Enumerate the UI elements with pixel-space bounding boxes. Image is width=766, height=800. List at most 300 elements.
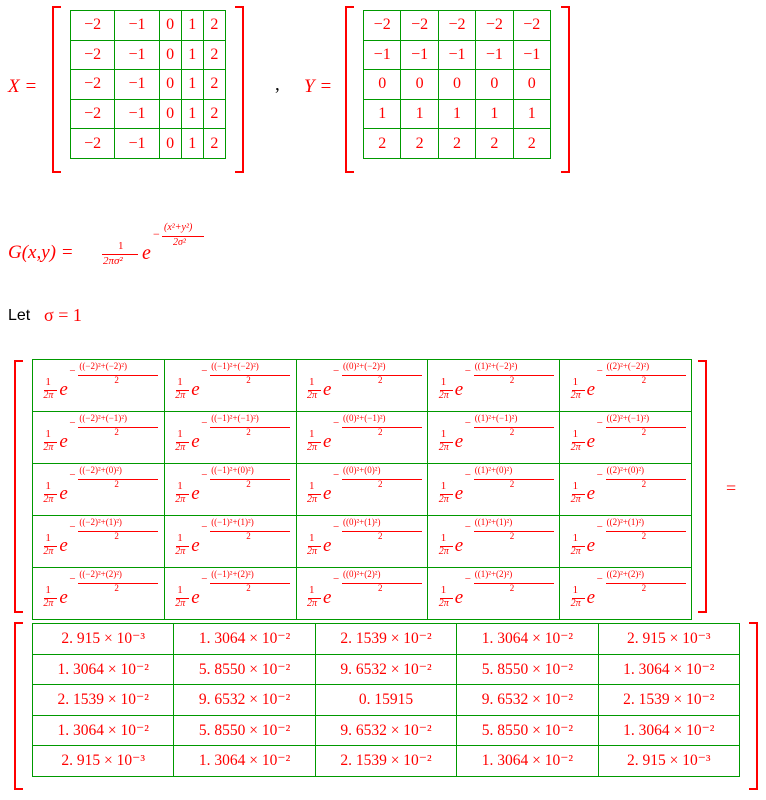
gaussian-coef-num: 1 — [308, 584, 315, 596]
result-cell: 9. 6532 × 10⁻² — [174, 685, 315, 716]
separator-comma: , — [275, 74, 280, 95]
gaussian-base: e — [454, 587, 464, 608]
gaussian-coef-num: 1 — [440, 428, 447, 440]
gaussian-exp-sign: − — [69, 573, 76, 585]
x-matrix-cell: 1 — [181, 129, 203, 159]
x-matrix-cell: 1 — [181, 40, 203, 70]
gaussian-row — [33, 464, 692, 516]
gaussian-formula — [8, 222, 268, 274]
gaussian-cell — [560, 360, 692, 412]
gaussian-exp-num: ((1)²+(−1)²) — [474, 413, 518, 423]
gaussian-coef-num: 1 — [440, 532, 447, 544]
gaussian-exp-sign: − — [332, 521, 340, 533]
gaussian-exp-den: 2 — [641, 531, 647, 541]
gaussian-base: e — [454, 379, 464, 400]
x-matrix-cell: 0 — [159, 129, 181, 159]
let-word: Let — [8, 307, 31, 324]
gaussian-coef-den: 2π — [438, 442, 449, 453]
gaussian-coef-num: 1 — [308, 376, 315, 388]
equals-sign: = — [726, 478, 737, 498]
gaussian-cell-expression — [432, 568, 556, 614]
x-matrix-cell: 0 — [159, 70, 181, 100]
result-cell: 5. 8550 × 10⁻² — [174, 715, 315, 746]
result-cell: 2. 915 × 10⁻³ — [33, 746, 174, 777]
gaussian-cell — [164, 568, 296, 620]
y-matrix-cell-row — [364, 129, 551, 159]
gaussian-base: e — [59, 483, 68, 504]
gaussian-exp-sign: − — [69, 417, 76, 429]
result-matrix — [32, 623, 740, 777]
result-cell: 2. 1539 × 10⁻² — [315, 746, 456, 777]
gaussian-cell — [428, 464, 560, 516]
gaussian-coef-den: 2π — [306, 494, 317, 505]
gaussian-exp-den: 2 — [641, 427, 647, 437]
x-left-bracket — [52, 6, 61, 173]
gaussian-exp-den: 2 — [509, 479, 515, 489]
gaussian-exp-num: ((−2)²+(2)²) — [79, 569, 122, 579]
gaussian-base: e — [586, 379, 596, 400]
gaussian-cell-expression — [432, 360, 556, 406]
gaussian-exp-den: 2 — [641, 375, 647, 385]
gaussian-cell-expression — [36, 360, 160, 406]
gaussian-coef-den: 2π — [175, 598, 186, 609]
gaussian-exp-den: 2 — [377, 427, 383, 437]
gaussian-base: e — [454, 431, 464, 452]
x-matrix-cell: 1 — [181, 11, 203, 41]
gaussian-coef-num: 1 — [45, 480, 51, 492]
gaussian-coef-den: 2π — [438, 494, 449, 505]
y-matrix-cell: 2 — [401, 129, 438, 159]
gaussian-coef-den: 2π — [570, 390, 581, 401]
result-cell: 9. 6532 × 10⁻² — [457, 685, 598, 716]
gaussian-exp-num: ((1)²+(1)²) — [474, 517, 513, 527]
x-matrix-cell: −2 — [71, 11, 115, 41]
result-cell: 1. 3064 × 10⁻² — [33, 654, 174, 685]
gaussian-coef-num: 1 — [177, 376, 183, 388]
x-matrix-cell: −1 — [115, 11, 159, 41]
result-cell-row — [33, 746, 740, 777]
gaussian-exp-sign: − — [596, 417, 603, 429]
gaussian-cell — [560, 568, 692, 620]
gaussian-exp-den: 2 — [114, 427, 119, 437]
gaussian-base: e — [586, 535, 596, 556]
y-matrix-cell: 0 — [476, 70, 513, 100]
gaussian-exp-den: 2 — [641, 583, 647, 593]
gaussian-cell-expression — [168, 568, 292, 614]
y-matrix-cell: 2 — [438, 129, 475, 159]
gaussian-coef-num: 1 — [308, 532, 315, 544]
result-cell: 2. 915 × 10⁻³ — [598, 746, 739, 777]
x-matrix — [70, 10, 226, 159]
gaussian-exp-den: 2 — [114, 531, 119, 541]
gaussian-base: e — [191, 535, 200, 556]
gaussian-exp-num: ((0)²+(2)²) — [342, 569, 381, 579]
gaussian-exp-sign: − — [464, 365, 471, 377]
result-cell: 1. 3064 × 10⁻² — [33, 715, 174, 746]
gaussian-coef-den: 2π — [438, 598, 449, 609]
x-matrix-cell-row — [71, 70, 226, 100]
gaussian-cell — [164, 464, 296, 516]
gaussian-coef-num: 1 — [572, 532, 579, 544]
result-cell: 5. 8550 × 10⁻² — [174, 654, 315, 685]
x-matrix-cell: −2 — [71, 129, 115, 159]
gaussian-cell — [33, 412, 165, 464]
gaussian-exp-sign: − — [596, 365, 603, 377]
gaussian-cell — [33, 360, 165, 412]
gaussian-coef-den: 2π — [43, 390, 54, 401]
gaussian-exp-sign: − — [464, 469, 471, 481]
gaussian-exp-sign: − — [201, 521, 208, 533]
gaussian-cell-expression — [168, 516, 292, 562]
gaussian-cell-expression — [300, 412, 424, 458]
formula-exp-num: (x²+y²) — [164, 222, 193, 233]
gaussian-exp-sign: − — [596, 573, 603, 585]
gaussian-cell-expression — [564, 464, 688, 510]
y-matrix-cell-row — [364, 40, 551, 70]
x-matrix-cell: −1 — [115, 129, 159, 159]
gaussian-coef-den: 2π — [175, 442, 186, 453]
gaussian-exp-sign: − — [201, 573, 208, 585]
gaussian-coef-num: 1 — [572, 376, 579, 388]
gaussian-exp-den: 2 — [246, 531, 251, 541]
x-matrix-cell: 1 — [181, 99, 203, 129]
gaussian-exp-sign: − — [332, 573, 340, 585]
gaussian-coef-num: 1 — [177, 428, 183, 440]
gaussian-exp-den: 2 — [246, 375, 251, 385]
gaussian-coef-num: 1 — [45, 428, 51, 440]
x-matrix-cell: 2 — [203, 40, 225, 70]
y-matrix-cell: −1 — [401, 40, 438, 70]
gaussian-base: e — [322, 483, 332, 504]
gaussian-base: e — [322, 535, 332, 556]
y-matrix-cell: 1 — [476, 99, 513, 129]
gaussian-coef-den: 2π — [43, 598, 54, 609]
gaussian-cell — [33, 568, 165, 620]
gaussian-base: e — [322, 587, 332, 608]
gaussian-exp-sign: − — [201, 469, 208, 481]
gaussian-base: e — [191, 483, 200, 504]
gaussian-cell-expression — [300, 464, 424, 510]
gaussian-exp-sign: − — [69, 469, 76, 481]
gaussian-exp-num: ((1)²+(−2)²) — [474, 361, 518, 371]
gaussian-coef-den: 2π — [306, 390, 317, 401]
gaussian-cell-expression — [36, 568, 160, 614]
result-cell: 9. 6532 × 10⁻² — [315, 715, 456, 746]
y-right-bracket — [561, 6, 570, 173]
result-cell: 5. 8550 × 10⁻² — [457, 654, 598, 685]
gaussian-exp-den: 2 — [246, 479, 251, 489]
gaussian-exp-den: 2 — [246, 427, 251, 437]
result-cell: 2. 1539 × 10⁻² — [33, 685, 174, 716]
y-matrix-cell: −1 — [364, 40, 401, 70]
result-cell: 9. 6532 × 10⁻² — [315, 654, 456, 685]
gaussian-cell-expression — [300, 568, 424, 614]
gaussian-coef-den: 2π — [306, 546, 317, 557]
gaussian-coef-num: 1 — [177, 584, 183, 596]
gaussian-coef-num: 1 — [45, 376, 51, 388]
gaussian-base: e — [191, 587, 200, 608]
gaussian-coef-den: 2π — [43, 442, 54, 453]
gaussian-cell-expression — [432, 412, 556, 458]
y-matrix-cell: −1 — [438, 40, 475, 70]
gaussian-exp-den: 2 — [509, 375, 515, 385]
gaussian-exp-num: ((2)²+(2)²) — [606, 569, 645, 579]
y-matrix-label: Y = — [304, 76, 333, 97]
gaussian-exp-num: ((−2)²+(−2)²) — [79, 361, 127, 371]
gaussian-base: e — [322, 431, 332, 452]
gaussian-exp-num: ((2)²+(0)²) — [606, 465, 645, 475]
gaussian-exp-num: ((0)²+(−1)²) — [342, 413, 386, 423]
gaussian-coef-num: 1 — [440, 376, 447, 388]
gaussian-cell-expression — [564, 516, 688, 562]
x-matrix-cell: −1 — [115, 70, 159, 100]
gaussian-cell-expression — [36, 464, 160, 510]
gaussian-coef-den: 2π — [570, 598, 581, 609]
gaussian-cell-expression — [300, 360, 424, 406]
gaussian-cell-expression — [432, 464, 556, 510]
y-matrix-cell: −2 — [401, 11, 438, 41]
gaussian-exp-sign: − — [332, 365, 340, 377]
result-cell: 5. 8550 × 10⁻² — [457, 715, 598, 746]
y-matrix-cell: 1 — [438, 99, 475, 129]
gaussian-exp-sign: − — [332, 417, 340, 429]
y-matrix-cell-row — [364, 11, 551, 41]
result-cell-row — [33, 624, 740, 655]
gaussian-coef-num: 1 — [308, 480, 315, 492]
x-matrix-cell-row — [71, 99, 226, 129]
x-matrix-cell: 2 — [203, 11, 225, 41]
x-matrix-cell: −2 — [71, 40, 115, 70]
gaussian-exp-den: 2 — [114, 479, 119, 489]
gaussian-coef-den: 2π — [438, 546, 449, 557]
gaussian-cell — [560, 516, 692, 568]
result-cell: 2. 1539 × 10⁻² — [315, 624, 456, 655]
gaussian-cell — [296, 568, 428, 620]
gaussian-cell — [164, 412, 296, 464]
gaussian-base: e — [191, 379, 200, 400]
gaussian-exp-num: ((−1)²+(1)²) — [211, 517, 254, 527]
gaussian-coef-num: 1 — [45, 584, 51, 596]
result-cell-row — [33, 654, 740, 685]
result-cell-row — [33, 685, 740, 716]
gaussian-exp-den: 2 — [509, 427, 515, 437]
gaussian-base: e — [191, 431, 200, 452]
gaussian-coef-den: 2π — [570, 494, 581, 505]
gaussian-exp-sign: − — [464, 521, 471, 533]
gaussian-row — [33, 412, 692, 464]
gaussian-coef-den: 2π — [306, 442, 317, 453]
gaussian-cell-expression — [564, 412, 688, 458]
y-matrix-cell-row — [364, 99, 551, 129]
y-matrix-cell: 1 — [364, 99, 401, 129]
gaussian-exp-num: ((0)²+(1)²) — [342, 517, 381, 527]
gaussian-exp-den: 2 — [377, 583, 383, 593]
gaussian-exp-sign: − — [69, 521, 76, 533]
gauss-left-bracket — [14, 360, 23, 613]
x-matrix-cell: 0 — [159, 99, 181, 129]
gaussian-row — [33, 516, 692, 568]
x-matrix-cell-row — [71, 129, 226, 159]
y-matrix-cell: 1 — [513, 99, 550, 129]
gaussian-exp-num: ((0)²+(0)²) — [342, 465, 381, 475]
x-matrix-cell: 2 — [203, 129, 225, 159]
result-cell: 1. 3064 × 10⁻² — [174, 746, 315, 777]
gaussian-cell — [164, 516, 296, 568]
gaussian-exp-num: ((0)²+(−2)²) — [342, 361, 386, 371]
gaussian-coef-den: 2π — [43, 494, 54, 505]
gaussian-row — [33, 568, 692, 620]
gaussian-cell-expression — [432, 516, 556, 562]
gaussian-exp-num: ((−1)²+(2)²) — [211, 569, 254, 579]
gaussian-base: e — [586, 431, 596, 452]
x-matrix-cell: −1 — [115, 40, 159, 70]
gaussian-coef-den: 2π — [175, 390, 186, 401]
gaussian-coef-den: 2π — [570, 442, 581, 453]
gaussian-exp-sign: − — [201, 417, 208, 429]
gaussian-exp-num: ((2)²+(−1)²) — [606, 413, 650, 423]
gaussian-coef-num: 1 — [308, 428, 315, 440]
gaussian-base: e — [586, 587, 596, 608]
gaussian-exp-num: ((−1)²+(−1)²) — [211, 413, 259, 423]
result-cell: 2. 915 × 10⁻³ — [598, 624, 739, 655]
gaussian-coef-num: 1 — [440, 584, 447, 596]
formula-lhs: G(x,y) = — [8, 242, 74, 263]
gaussian-base: e — [454, 483, 464, 504]
result-cell-row — [33, 715, 740, 746]
result-cell: 1. 3064 × 10⁻² — [174, 624, 315, 655]
gaussian-exp-sign: − — [596, 469, 603, 481]
gaussian-cell — [560, 464, 692, 516]
gaussian-base: e — [454, 535, 464, 556]
y-matrix — [363, 10, 551, 159]
result-right-bracket — [749, 622, 758, 790]
y-matrix-cell: −2 — [476, 11, 513, 41]
gaussian-cell — [296, 516, 428, 568]
gaussian-coef-den: 2π — [570, 546, 581, 557]
x-matrix-cell-row — [71, 40, 226, 70]
gaussian-exp-num: ((−2)²+(1)²) — [79, 517, 122, 527]
y-matrix-cell: −1 — [476, 40, 513, 70]
gauss-right-bracket — [698, 360, 707, 613]
result-cell: 1. 3064 × 10⁻² — [457, 624, 598, 655]
gaussian-cell — [296, 360, 428, 412]
y-matrix-cell: −2 — [513, 11, 550, 41]
result-cell: 0. 15915 — [315, 685, 456, 716]
x-matrix-cell: 2 — [203, 99, 225, 129]
result-cell: 1. 3064 × 10⁻² — [598, 715, 739, 746]
gaussian-base: e — [59, 535, 68, 556]
gaussian-cell — [33, 464, 165, 516]
formula-exp-sign: − — [153, 227, 160, 241]
gaussian-coef-den: 2π — [306, 598, 317, 609]
gaussian-exp-num: ((−1)²+(−2)²) — [211, 361, 259, 371]
y-matrix-cell: 0 — [364, 70, 401, 100]
gaussian-coef-den: 2π — [43, 546, 54, 557]
result-left-bracket — [14, 622, 23, 790]
gaussian-exp-den: 2 — [509, 531, 515, 541]
y-left-bracket — [345, 6, 354, 173]
gaussian-exp-num: ((1)²+(0)²) — [474, 465, 513, 475]
formula-coef-den: 2πσ² — [103, 255, 123, 267]
formula-base: e — [142, 242, 151, 264]
gaussian-base: e — [59, 587, 68, 608]
gaussian-exp-sign: − — [332, 469, 340, 481]
x-matrix-cell: −1 — [115, 99, 159, 129]
gaussian-coef-den: 2π — [438, 390, 449, 401]
y-matrix-cell: −2 — [438, 11, 475, 41]
result-cell: 2. 1539 × 10⁻² — [598, 685, 739, 716]
gaussian-cell-expression — [300, 516, 424, 562]
formula-coef-num: 1 — [118, 240, 124, 252]
gaussian-cell — [33, 516, 165, 568]
gaussian-exp-sign: − — [464, 573, 471, 585]
x-right-bracket — [235, 6, 244, 173]
result-cell: 2. 915 × 10⁻³ — [33, 624, 174, 655]
x-matrix-label: X = — [8, 76, 38, 97]
gaussian-exp-sign: − — [201, 365, 208, 377]
gaussian-exp-den: 2 — [246, 583, 251, 593]
gaussian-base: e — [59, 431, 68, 452]
gaussian-coef-num: 1 — [177, 480, 183, 492]
x-matrix-cell: −2 — [71, 99, 115, 129]
gaussian-exp-num: ((−2)²+(0)²) — [79, 465, 122, 475]
gaussian-coef-num: 1 — [440, 480, 447, 492]
gaussian-cell-expression — [168, 360, 292, 406]
gaussian-exp-num: ((−1)²+(0)²) — [211, 465, 254, 475]
gaussian-exp-den: 2 — [509, 583, 515, 593]
gaussian-cell — [560, 412, 692, 464]
y-matrix-cell: 0 — [513, 70, 550, 100]
gaussian-exp-den: 2 — [377, 479, 383, 489]
x-matrix-cell: 0 — [159, 11, 181, 41]
gaussian-exp-sign: − — [596, 521, 603, 533]
y-matrix-cell: 2 — [364, 129, 401, 159]
gaussian-coef-num: 1 — [177, 532, 183, 544]
gaussian-row — [33, 360, 692, 412]
gaussian-cell-expression — [564, 360, 688, 406]
x-matrix-cell: 2 — [203, 70, 225, 100]
y-matrix-cell-row — [364, 70, 551, 100]
gaussian-cell-expression — [36, 516, 160, 562]
gaussian-cell — [428, 412, 560, 464]
gaussian-coef-num: 1 — [572, 428, 579, 440]
gaussian-coef-num: 1 — [572, 584, 579, 596]
gaussian-cell — [296, 464, 428, 516]
gaussian-exp-num: ((2)²+(1)²) — [606, 517, 645, 527]
gaussian-exp-num: ((2)²+(−2)²) — [606, 361, 650, 371]
gaussian-coef-den: 2π — [175, 546, 186, 557]
result-cell: 1. 3064 × 10⁻² — [457, 746, 598, 777]
gaussian-cell — [164, 360, 296, 412]
y-matrix-cell: 2 — [513, 129, 550, 159]
gaussian-cell — [296, 412, 428, 464]
let-expression: σ = 1 — [44, 305, 82, 325]
gaussian-cell-expression — [36, 412, 160, 458]
gaussian-coef-den: 2π — [175, 494, 186, 505]
gaussian-exp-sign: − — [464, 417, 471, 429]
y-matrix-cell: 0 — [438, 70, 475, 100]
gaussian-cell — [428, 568, 560, 620]
gaussian-exp-den: 2 — [114, 375, 119, 385]
gaussian-exp-num: ((1)²+(2)²) — [474, 569, 513, 579]
gaussian-cell — [428, 516, 560, 568]
gaussian-base: e — [586, 483, 596, 504]
gaussian-exp-den: 2 — [114, 583, 119, 593]
gaussian-exp-den: 2 — [377, 531, 383, 541]
x-matrix-cell: −2 — [71, 70, 115, 100]
y-matrix-cell: −1 — [513, 40, 550, 70]
gaussian-cell-expression — [168, 464, 292, 510]
